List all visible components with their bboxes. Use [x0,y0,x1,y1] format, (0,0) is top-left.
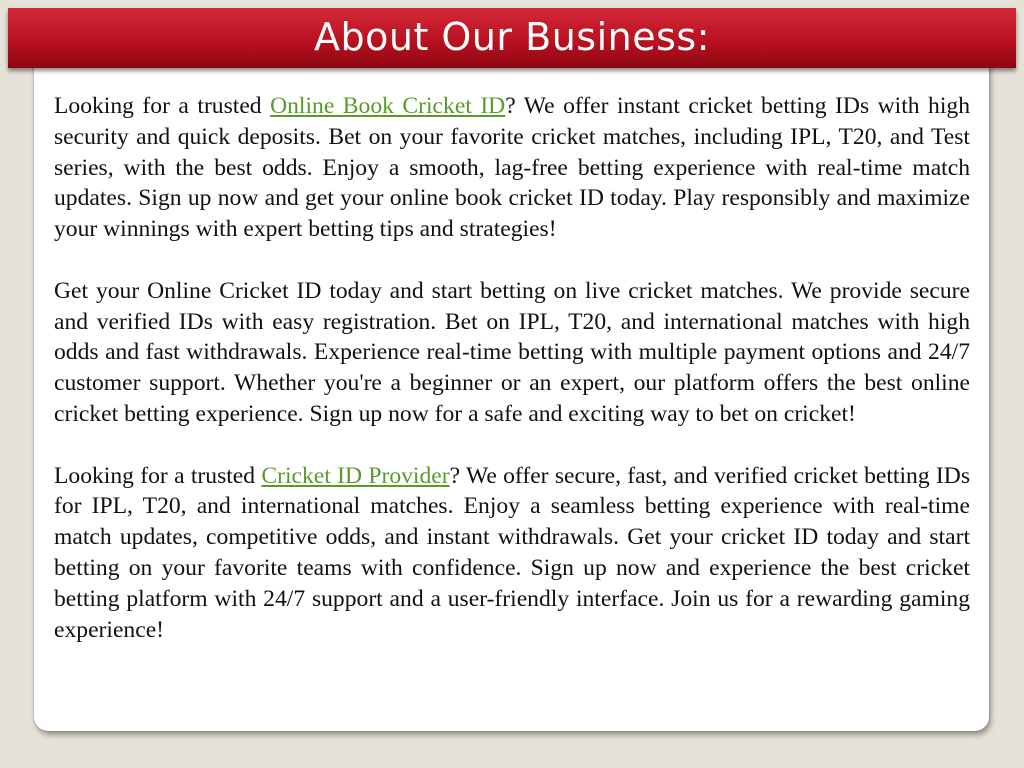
paragraph-3 [54,461,970,646]
content-body [54,91,970,676]
online-book-cricket-id-link[interactable]: Online Book Cricket ID [270,93,506,119]
paragraph-2 [54,276,970,430]
paragraph-2-body: Get your Online Cricket ID today and start betting on live cricket matches. We provide secure and verified IDs with easy registration. Bet on IPL, T20, and international matches with high odds and fast withdrawals. Experience real-time betting with multiple payment options and 24/7 customer support. Whether you're a beginner or an expert, our platform offers the best online cricket betting experience. Sign up now for a safe and exciting way to bet on cricket! [54,277,970,427]
paragraph-1-body: ? We offer instant cricket betting IDs with high security and quick deposits. Bet on your favorite cricket matches, including IPL, T20, and Test series, with the best odds. Enjoy a smooth, lag-free betting experience with real-time match updates. Sign up now and get your online book cricket ID today. Play responsibly and maximize your winnings with expert betting tips and strategies! [54,93,970,243]
paragraph-1 [54,91,970,245]
paragraph-1-lead: Looking for a trusted [54,93,271,119]
paragraph-3-body: ? We offer secure, fast, and verified cricket betting IDs for IPL, T20, and international matches. Enjoy a seamless betting experience with real-time match updates, competitive odds, and instant withdrawals. Get your cricket ID today and start betting on your favorite teams with confidence. Sign up now and experience the best cricket betting platform with 24/7 support and a user-friendly interface. Join us for a rewarding gaming experience! [54,462,971,643]
page-title: About Our Business: [314,15,710,59]
paragraph-3-lead: Looking for a trusted [54,462,262,489]
title-bar [8,8,1016,68]
cricket-id-provider-link[interactable]: Cricket ID Provider [261,462,450,489]
